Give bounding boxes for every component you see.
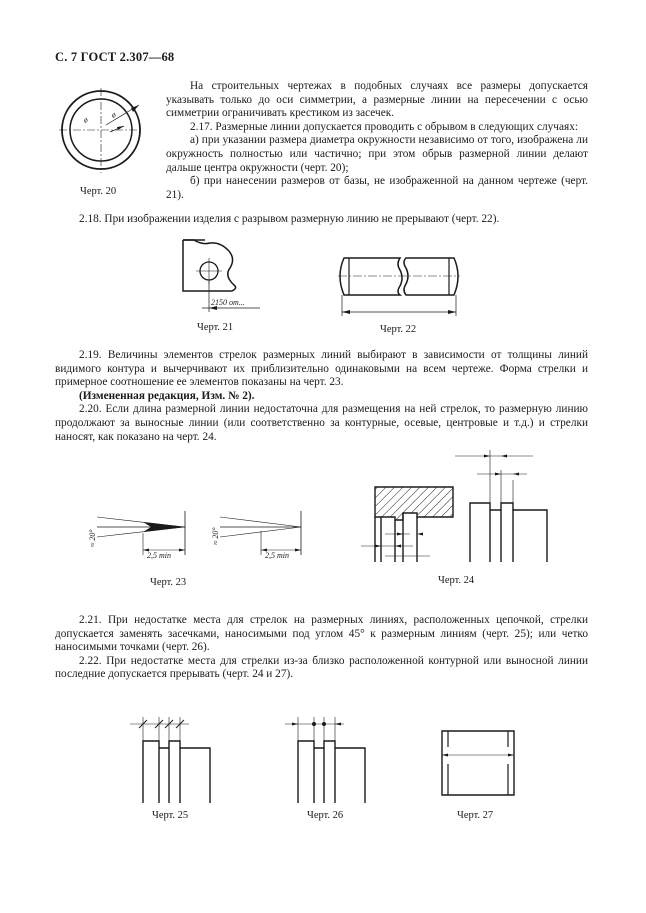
figure-27 [438, 725, 523, 805]
paragraph-2-19: 2.19. Величины элементов стрелок размерных линий выбирают в зависимости от толщины линий видимого контура и вычерчивают их приблизительно одинаковыми на всем чертеже. Форма стрелки и примерное соотношение ее элементов показаны на черт. 23. [55, 349, 588, 389]
paragraph-2-17-b: б) при нанесении размеров от базы, не изображенной на данном чертеже (черт. 21). [166, 175, 588, 201]
caption-fig23: Черт. 23 [150, 577, 187, 588]
figure-21 [180, 238, 270, 318]
paragraph-2-20: 2.20. Если длина размерной линии недостаточна для размещения на ней стрелок, то размерную линию продолжают за выносные линии (или соответственно за контурные, осевые, центровые и т.д.) и стрелки наносят, как показано на черт. 24. [55, 403, 588, 443]
paragraph-2-18: 2.18. При изображении изделия с разрывом размерную линию не прерывают (черт. 22). [79, 213, 500, 225]
figure-22 [330, 252, 465, 317]
paragraph-2-17-a: а) при указании размера диаметра окружности независимо от того, изображена ли окружность полностью или частично; при этом обрыв размерной линии делают дальше центра окружности (черт. 20); [166, 134, 588, 174]
fig23-length-label-left: 2,5 min [147, 551, 171, 560]
caption-fig24: Черт. 24 [438, 575, 475, 586]
paragraph-intro: На строительных чертежах в подобных случаях все размеры допускается указывать только до оси симметрии, а размерные линии на пересечении с осью симметрии ограничивать крестиком из засечек. [166, 80, 588, 120]
page-header: С. 7 ГОСТ 2.307—68 [55, 50, 175, 64]
fig20-diameter-label-2: ø [81, 114, 90, 125]
fig23-angle-label-right: ≈ 20° [211, 527, 220, 545]
caption-fig27: Черт. 27 [457, 810, 494, 821]
fig23-length-label-right: 2,5 min [265, 551, 289, 560]
fig23-angle-label-left: ≈ 20° [88, 529, 97, 547]
caption-fig22: Черт. 22 [380, 324, 417, 335]
fig21-dimension-label: 2150 от... [211, 298, 245, 307]
fig20-diameter-label-1: ø [109, 109, 118, 120]
paragraph-2-22: 2.22. При недостатке места для стрелки из-за близко расположенной контурной или выносной линии последние допускается прерывать (черт. 24 и 27). [55, 654, 588, 681]
paragraph-2-21: 2.21. При недостатке места для стрелок на размерных линиях, расположенных цепочкой, стрелки допускается заменять засечками, наносимыми под углом 45° к размерным линиям (черт. 25); или четко наносимыми точками (черт. 26). [55, 614, 588, 654]
figure-26 [280, 715, 375, 805]
paragraph-amendment: (Измененная редакция, Изм. № 2). [79, 389, 255, 402]
figure-24 [355, 450, 555, 570]
caption-fig21: Черт. 21 [197, 322, 234, 333]
caption-fig20: Черт. 20 [80, 186, 117, 197]
figure-25 [125, 715, 220, 805]
caption-fig25: Черт. 25 [152, 810, 189, 821]
figure-23 [85, 505, 315, 565]
caption-fig26: Черт. 26 [307, 810, 344, 821]
figure-20 [58, 85, 158, 185]
paragraph-2-17: 2.17. Размерные линии допускается проводить с обрывом в следующих случаях: [190, 120, 578, 133]
